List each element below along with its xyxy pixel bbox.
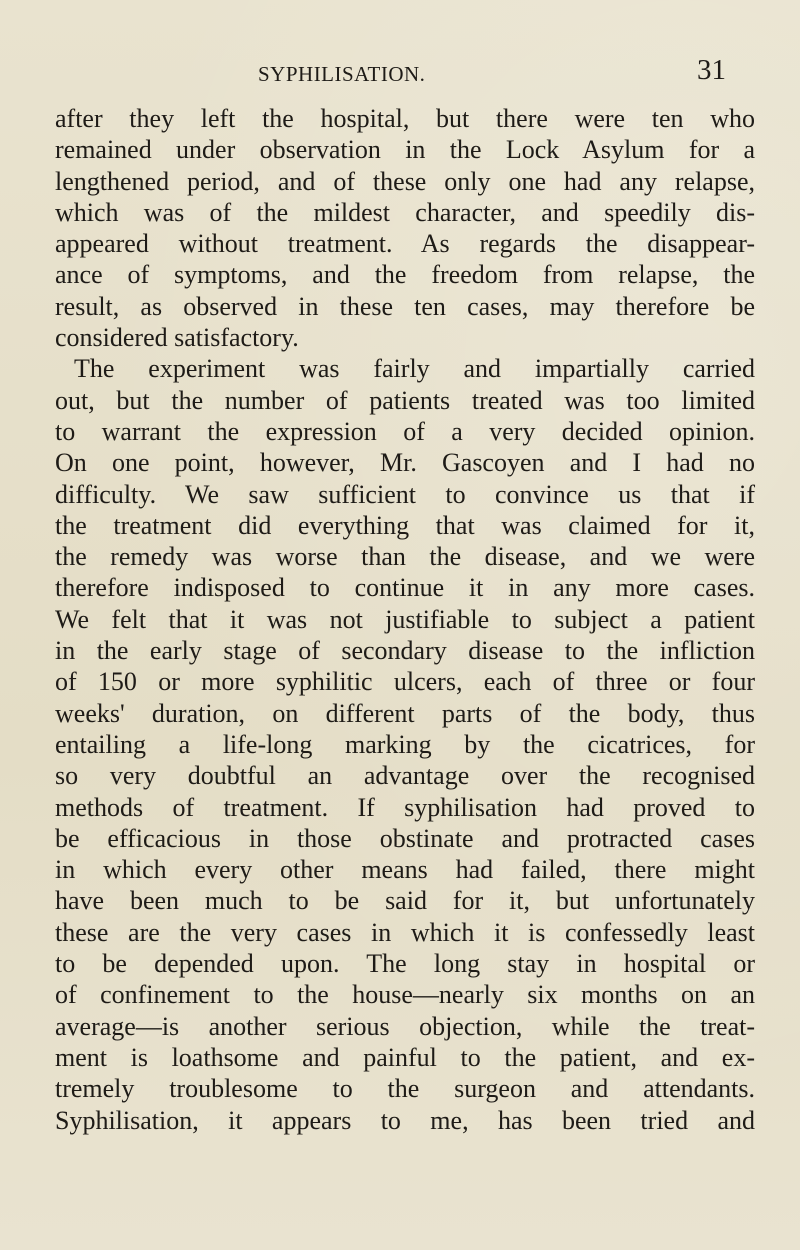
text-line: methods of treatment. If syphilisation had proved to [55, 792, 755, 822]
text-line: Syphilisation, it appears to me, has been tried and [55, 1105, 755, 1135]
text-line: which was of the mildest character, and speedily dis- [55, 197, 755, 227]
body-text [55, 103, 755, 1136]
text-line: entailing a life-long marking by the cicatrices, for [55, 729, 755, 759]
text-line: tremely troublesome to the surgeon and attendants. [55, 1074, 755, 1104]
text-line: weeks' duration, on different parts of the body, thus [55, 698, 755, 728]
text-line: We felt that it was not justifiable to subject a patient [55, 604, 755, 634]
text-line: of 150 or more syphilitic ulcers, each of three or four [55, 667, 755, 697]
text-line: to be depended upon. The long stay in hospital or [55, 949, 755, 979]
text-line: difficulty. We saw sufficient to convince us that if [55, 479, 755, 509]
page-number: 31 [697, 54, 726, 86]
text-line: considered satisfactory. [55, 323, 299, 353]
text-line: after they left the hospital, but there were ten who [55, 104, 755, 133]
running-head-title: SYPHILISATION. [258, 62, 426, 86]
text-line: ance of symptoms, and the freedom from relapse, the [55, 260, 755, 290]
text-line: so very doubtful an advantage over the recognised [55, 761, 755, 791]
text-line: in which every other means had failed, there might [55, 855, 755, 885]
text-line: remained under observation in the Lock Asylum for a [55, 135, 755, 165]
text-line: average—is another serious objection, while the treat- [55, 1011, 755, 1041]
text-line: the remedy was worse than the disease, and we were [55, 542, 755, 572]
text-line: to warrant the expression of a very decided opinion. [55, 416, 755, 446]
text-line: be efficacious in those obstinate and protracted cases [55, 823, 755, 853]
text-line: ment is loathsome and painful to the patient, and ex- [55, 1042, 755, 1072]
text-line: result, as observed in these ten cases, may therefore be [55, 291, 755, 321]
text-line: the treatment did everything that was claimed for it, [55, 510, 755, 540]
text-line: The experiment was fairly and impartially carried [74, 354, 755, 384]
text-line: these are the very cases in which it is confessedly least [55, 917, 755, 947]
text-line: have been much to be said for it, but unfortunately [55, 886, 755, 916]
text-line: out, but the number of patients treated was too limited [55, 385, 755, 415]
text-line: in the early stage of secondary disease to the infliction [55, 636, 755, 666]
text-line: therefore indisposed to continue it in any more cases. [55, 573, 755, 603]
text-line: On one point, however, Mr. Gascoyen and I had no [55, 448, 755, 478]
text-line: of confinement to the house—nearly six months on an [55, 980, 755, 1010]
text-line: lengthened period, and of these only one had any relapse, [55, 166, 755, 196]
text-line: appeared without treatment. As regards the disappear- [55, 229, 755, 259]
